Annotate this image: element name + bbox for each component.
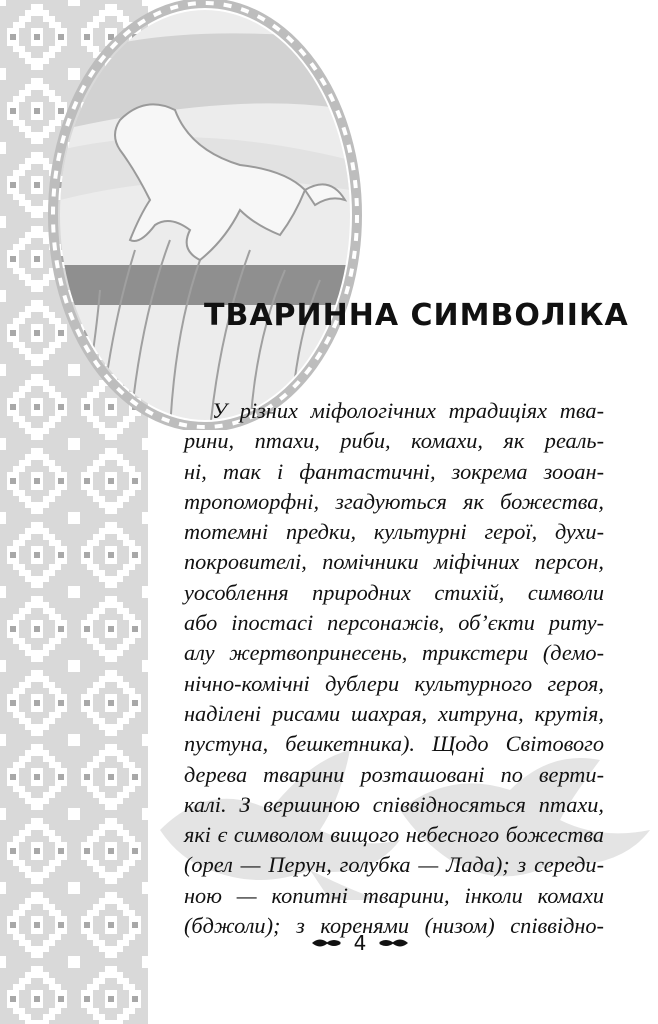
page-footer xyxy=(300,928,420,958)
text-line: покровителі, помічники міфічних персон, xyxy=(184,549,604,575)
text-line: пустуна, бешкетника). Щодо Світового xyxy=(184,731,604,757)
text-line: наділені рисами шахрая, хитруна, крутія, xyxy=(184,700,604,726)
horse-in-grass-oval-icon xyxy=(40,0,370,430)
text-line: дерева тварини розташовані по верти- xyxy=(184,761,604,787)
text-line: (орел — Перун, голубка — Лада); з середи- xyxy=(184,852,604,878)
text-line: або іпостасі персонажів, об’єкти риту- xyxy=(184,610,604,636)
leaf-ornament-right-icon xyxy=(376,936,410,950)
text-line: калі. З вершиною співвідносяться птахи, xyxy=(184,791,604,817)
text-line: тропоморфні, згадуються як божества, xyxy=(184,488,604,514)
section-heading: ТВАРИННА СИМВОЛІКА xyxy=(204,298,629,333)
text-line: рини, птахи, риби, комахи, як реаль- xyxy=(184,428,604,454)
page-number: 4 xyxy=(353,931,367,955)
text-line: нічно-комічні дублери культурного героя, xyxy=(184,670,604,696)
text-line: ною — копитні тварини, інколи комахи xyxy=(184,882,604,908)
text-line: уособлення природних стихій, символи xyxy=(184,579,604,605)
text-line: У різних міфологічних традиціях тва- xyxy=(212,398,604,423)
body-text xyxy=(184,396,604,941)
text-line: ні, так і фантастичні, зокрема зооан- xyxy=(184,458,604,484)
text-line: які є символом вищого небесного божества xyxy=(184,822,604,848)
leaf-ornament-left-icon xyxy=(310,936,344,950)
text-line: алу жертвопринесень, трикстери (демо- xyxy=(184,640,604,666)
text-line: (бджоли); з коренями (низом) співвідно- xyxy=(184,913,604,939)
text-line: тотемні предки, культурні герої, духи- xyxy=(184,519,604,545)
